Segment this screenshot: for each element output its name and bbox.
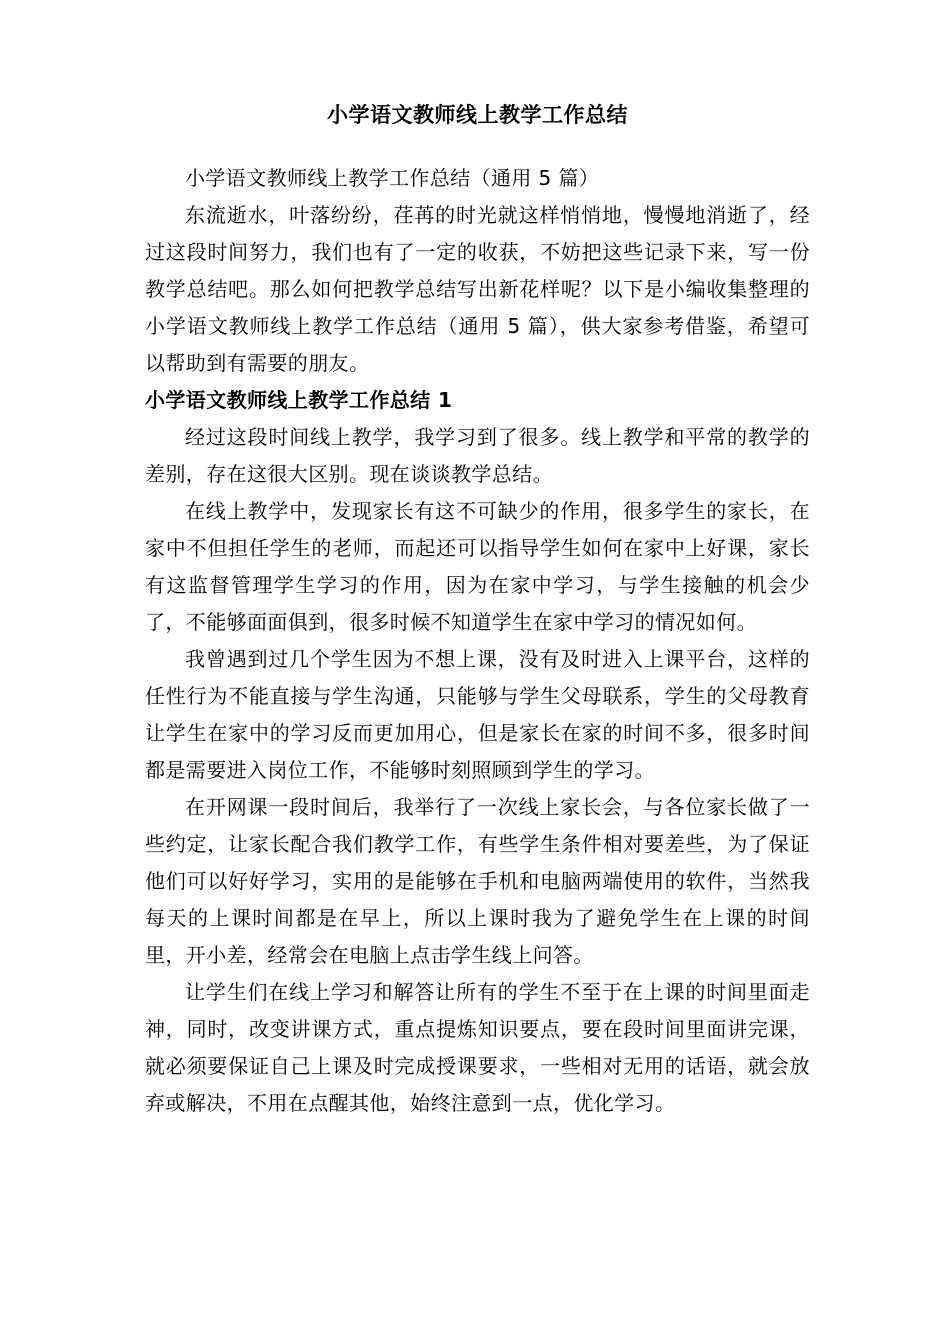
section1-paragraph-3: 我曾遇到过几个学生因为不想上课，没有及时进入上课平台，这样的任性行为不能直接与学生沟通，只能够与学生父母联系，学生的父母教育让学生在家中的学习反而更加用心，但是家长在家的时间不多，很多时间都是需要进入岗位工作，不能够时刻照顾到学生的学习。 [145,647,810,782]
section1-paragraph-2: 在线上教学中，发现家长有这不可缺少的作用，很多学生的家长，在家中不但担任学生的老师，而起还可以指导学生如何在家中上好课，家长有这监督管理学生学习的作用，因为在家中学习，与学生接触的机会少了，不能够面面俱到，很多时候不知道学生在家中学习的情况如何。 [145,499,810,634]
section-heading-1: 小学语文教师线上教学工作总结 1 [145,388,453,412]
intro-paragraph-2: 东流逝水，叶落纷纷，荏苒的时光就这样悄悄地，慢慢地消逝了，经过这段时间努力，我们也有了一定的收获，不妨把这些记录下来，写一份教学总结吧。那么如何把教学总结写出新花样呢？以下是小编收集整理的小学语文教师线上教学工作总结（通用 5 篇），供大家参考借鉴，希望可以帮助到有需要的朋友。 [145,203,810,375]
section1-paragraph-1: 经过这段时间线上教学，我学习到了很多。线上教学和平常的教学的差别，存在这很大区别。现在谈谈教学总结。 [145,425,810,486]
section1-paragraph-4: 在开网课一段时间后，我举行了一次线上家长会，与各位家长做了一些约定，让家长配合我们教学工作，有些学生条件相对要差些，为了保证他们可以好好学习，实用的是能够在手机和电脑两端使用的软件，当然我每天的上课时间都是在早上，所以上课时我为了避免学生在上课的时间里，开小差，经常会在电脑上点击学生线上问答。 [145,795,810,967]
document-title: 小学语文教师线上教学工作总结 [327,103,628,127]
intro-paragraph-1: 小学语文教师线上教学工作总结（通用 5 篇） [185,166,600,190]
section1-paragraph-5: 让学生们在线上学习和解答让所有的学生不至于在上课的时间里面走神，同时，改变讲课方式，重点提炼知识要点，要在段时间里面讲完课，就必须要保证自己上课及时完成授课要求，一些相对无用的话语，就会放弃或解决，不用在点醒其他，始终注意到一点，优化学习。 [145,980,810,1115]
document-page [145,100,810,1122]
